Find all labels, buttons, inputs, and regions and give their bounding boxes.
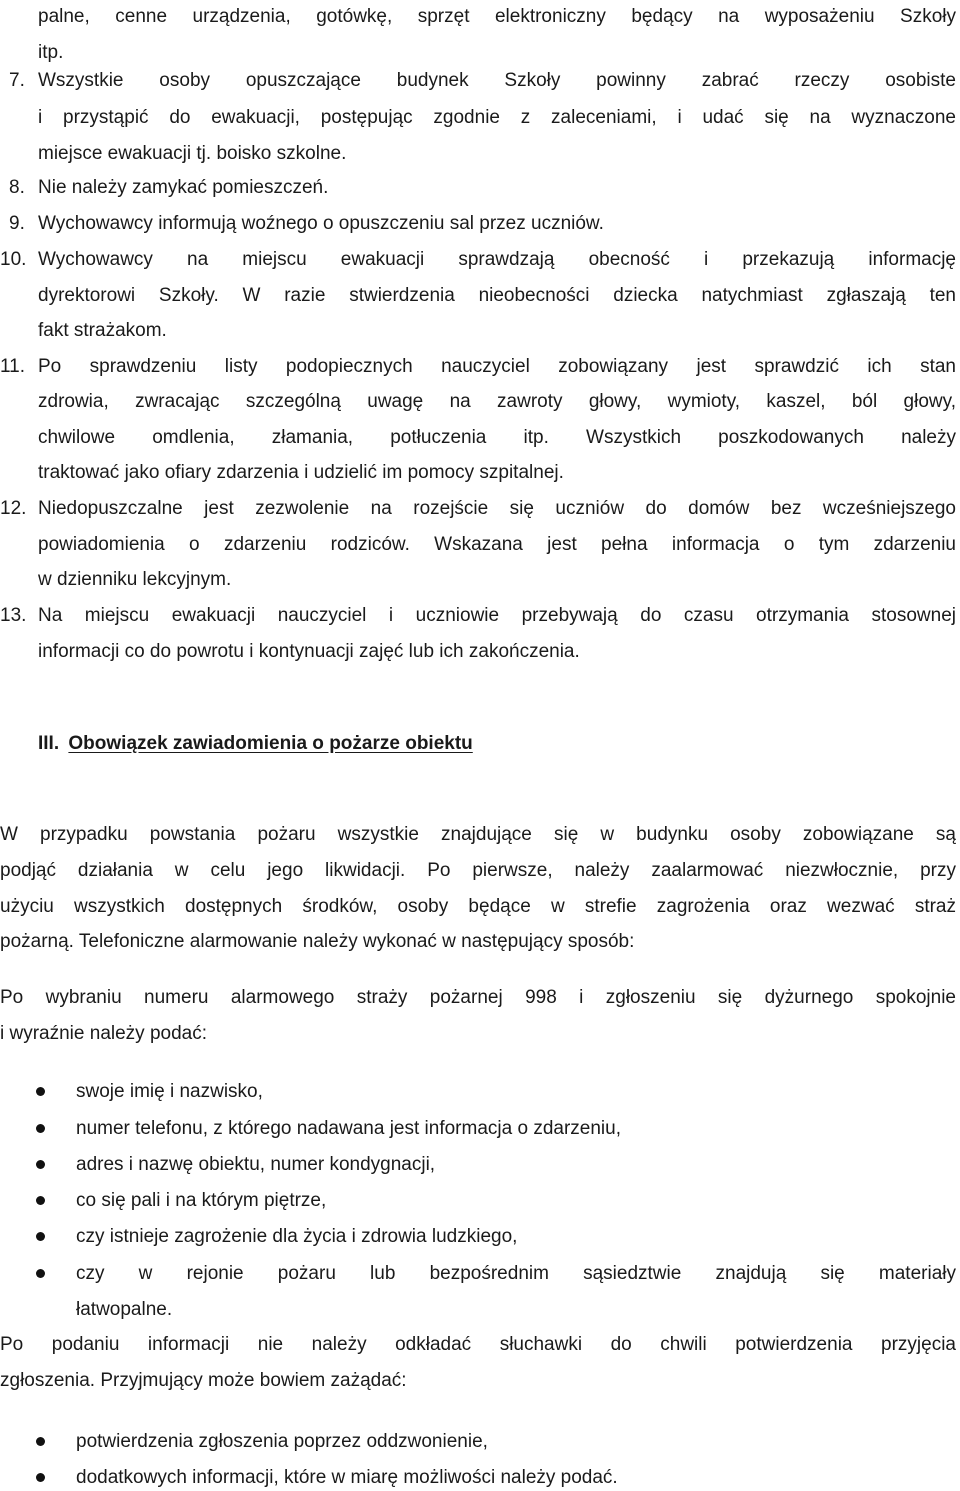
list-item-number: 12. bbox=[0, 498, 27, 519]
list-item-text-line: dyrektorowi Szkoły. W razie stwierdzenia nieobecności dziecka natychmiast zgłaszają ten bbox=[38, 285, 956, 306]
bullet-item: numer telefonu, z którego nadawana jest informacja o zdarzeniu, bbox=[76, 1118, 621, 1139]
section-title: Obowiązek zawiadomienia o pożarze obiektu bbox=[68, 733, 473, 754]
bullet-icon bbox=[36, 1196, 45, 1205]
list-item-text-line: itp. bbox=[38, 42, 64, 63]
bullet-icon bbox=[36, 1473, 45, 1482]
list-item-text-line: traktować jako ofiary zdarzenia i udzielić im pomocy szpitalnej. bbox=[38, 462, 564, 483]
list-item-text-line: powiadomienia o zdarzeniu rodziców. Wskazana jest pełna informacja o tym zdarzeniu bbox=[38, 534, 956, 555]
bullet-item-continuation: łatwopalne. bbox=[76, 1299, 173, 1320]
bullet-icon bbox=[36, 1437, 45, 1446]
list-item-text-line: Niedopuszczalne jest zezwolenie na rozejście się uczniów do domów bez wcześniejszego bbox=[38, 498, 956, 519]
list-item-text-line: chwilowe omdlenia, złamania, potłuczenia itp. Wszystkich poszkodowanych należy bbox=[38, 427, 956, 448]
list-item-text-line: w dzienniku lekcyjnym. bbox=[38, 569, 232, 590]
list-item-text-line: zdrowia, zwracając szczególną uwagę na zawroty głowy, wymioty, kaszel, ból głowy, bbox=[38, 391, 956, 412]
paragraph-line: Po podaniu informacji nie należy odkładać słuchawki do chwili potwierdzenia przyjęcia bbox=[0, 1334, 956, 1355]
paragraph-line: podjąć działania w celu jego likwidacji. Po pierwsze, należy zaalarmować niezwłocznie, przy bbox=[0, 860, 956, 881]
paragraph-line: i wyraźnie należy podać: bbox=[0, 1023, 207, 1044]
list-item-text-line: Wychowawcy informują woźnego o opuszczeniu sal przez uczniów. bbox=[38, 213, 604, 234]
bullet-item: swoje imię i nazwisko, bbox=[76, 1081, 263, 1102]
paragraph-line: użyciu wszystkich dostępnych środków, osoby będące w strefie zagrożenia oraz wezwać straż bbox=[0, 896, 956, 917]
list-item-text-line: Na miejscu ewakuacji nauczyciel i uczniowie przebywają do czasu otrzymania stosownej bbox=[38, 605, 956, 626]
section-heading bbox=[38, 731, 473, 757]
list-item-text-line: Po sprawdzeniu listy podopiecznych nauczyciel zobowiązany jest sprawdzić ich stan bbox=[38, 356, 956, 377]
list-item-text-line: Nie należy zamykać pomieszczeń. bbox=[38, 177, 329, 198]
bullet-item: czy w rejonie pożaru lub bezpośrednim sąsiedztwie znajdują się materiały bbox=[76, 1263, 956, 1284]
paragraph-line: pożarną. Telefoniczne alarmowanie należy wykonać w następujący sposób: bbox=[0, 931, 635, 952]
bullet-item: dodatkowych informacji, które w miarę możliwości należy podać. bbox=[76, 1467, 618, 1488]
bullet-item: co się pali i na którym piętrze, bbox=[76, 1190, 327, 1211]
list-item-text-line: informacji co do powrotu i kontynuacji zajęć lub ich zakończenia. bbox=[38, 641, 580, 662]
bullet-icon bbox=[36, 1087, 45, 1096]
list-item-number: 10. bbox=[0, 249, 27, 270]
section-numeral: III. bbox=[38, 733, 60, 754]
list-item-text-line: palne, cenne urządzenia, gotówkę, sprzęt elektroniczny będący na wyposażeniu Szkoły bbox=[38, 6, 956, 27]
list-item-number: 13. bbox=[0, 605, 27, 626]
list-item-text-line: i przystąpić do ewakuacji, postępując zgodnie z zaleceniami, i udać się na wyznaczone bbox=[38, 107, 956, 128]
paragraph-line: W przypadku powstania pożaru wszystkie znajdujące się w budynku osoby zobowiązane są bbox=[0, 824, 956, 845]
bullet-item: czy istnieje zagrożenie dla życia i zdrowia ludzkiego, bbox=[76, 1226, 518, 1247]
paragraph-line: Po wybraniu numeru alarmowego straży pożarnej 998 i zgłoszeniu się dyżurnego spokojnie bbox=[0, 987, 956, 1008]
bullet-item: potwierdzenia zgłoszenia poprzez oddzwonienie, bbox=[76, 1431, 488, 1452]
bullet-icon bbox=[36, 1160, 45, 1169]
bullet-icon bbox=[36, 1232, 45, 1241]
bullet-icon bbox=[36, 1124, 45, 1133]
bullet-icon bbox=[36, 1269, 45, 1278]
list-item-number: 8. bbox=[9, 177, 25, 198]
list-item-number: 7. bbox=[9, 70, 25, 91]
list-item-number: 9. bbox=[9, 213, 25, 234]
list-item-text-line: Wszystkie osoby opuszczające budynek Szkoły powinny zabrać rzeczy osobiste bbox=[38, 70, 956, 91]
bullet-item: adres i nazwę obiektu, numer kondygnacji, bbox=[76, 1154, 436, 1175]
list-item-text-line: Wychowawcy na miejscu ewakuacji sprawdzają obecność i przekazują informację bbox=[38, 249, 956, 270]
list-item-text-line: fakt strażakom. bbox=[38, 320, 167, 341]
list-item-text-line: miejsce ewakuacji tj. boisko szkolne. bbox=[38, 143, 347, 164]
paragraph-line: zgłoszenia. Przyjmujący może bowiem zażądać: bbox=[0, 1370, 407, 1391]
list-item-number: 11. bbox=[0, 356, 26, 377]
